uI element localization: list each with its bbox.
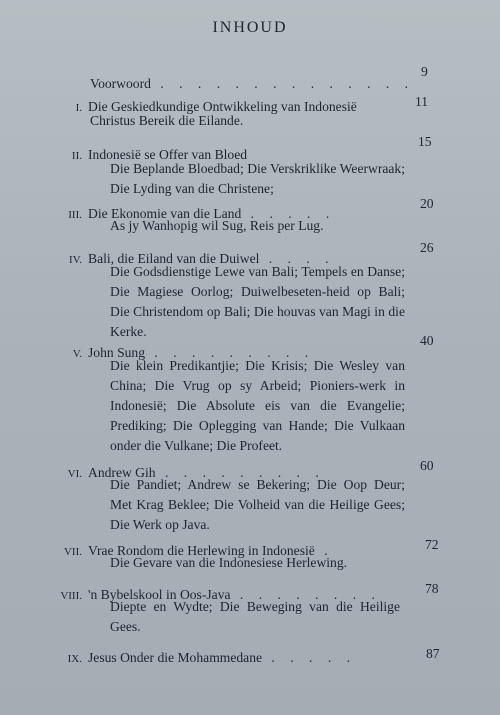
toc-entry-title: II. Indonesië se Offer van Bloed — [71, 147, 248, 162]
toc-entry-subtopics: Die Godsdienstige Lewe van Bali; Tempels en Danse; Die Magiese Oorlog; Duiwelbeseten-heid op Bali; Die Christendom op Bali; Die houvas van Magi in die Kerke. — [110, 264, 405, 339]
toc-page-number: 15 — [418, 134, 432, 149]
toc-page-number: 78 — [425, 581, 439, 596]
toc-page-number: 9 — [421, 64, 428, 79]
toc-entry-subtopics: Die Gevare van die Indonesiese Herlewing. — [110, 555, 348, 570]
toc-page-number: 72 — [425, 537, 439, 552]
toc-entry-title: VIII. 'n Bybelskool in Oos-Java . . . . . . . . — [60, 587, 381, 602]
toc-entry-subtopics: As jy Wanhopig wil Sug, Reis per Lug. — [110, 218, 324, 233]
toc-entry-title: Voorwoord . . . . . . . . . . . . . . — [90, 76, 415, 91]
toc-entry-title: III. Die Ekonomie van die Land . . . . . — [68, 206, 336, 221]
toc-entry-title: VI. Andrew Gih . . . . . . . . . — [67, 465, 325, 480]
toc-entry-title: IX. Jesus Onder die Mohammedane . . . . . — [67, 650, 357, 665]
toc-entry-subtopics: Die Beplande Bloedbad; Die Verskriklike Weerwraak; Die Lyding van die Christene; — [110, 161, 405, 196]
toc-entry-title: V. John Sung . . . . . . . . . — [72, 345, 315, 360]
toc-entry-title: I. Die Geskiedkundige Ontwikkeling van Indonesië — [75, 99, 357, 114]
toc-entry-title: VII. Vrae Rondom die Herlewing in Indonesië . — [63, 543, 334, 558]
toc-page-number: 11 — [415, 94, 429, 109]
toc-page-number: 26 — [420, 240, 434, 255]
toc-entry-subtopics: Die Pandiet; Andrew se Bekering; Die Oop Deur; Met Krag Beklee; Die Volheid van die Heilige Gees; Die Werk op Java. — [110, 477, 405, 532]
toc-page-number: 20 — [420, 196, 434, 211]
toc-entry-subtopics: Die klein Predikantjie; Die Krisis; Die Wesley van China; Die Vrug op sy Arbeid; Pioniers-werk in Indonesië; Die Absolute eis van die Evangelie; Prediking; Die Oplegging van Hande; Die Vulkaan onder die Vulkane; Die Profeet. — [110, 358, 405, 453]
toc-entry-subtopics: Christus Bereik die Eilande. — [90, 113, 244, 128]
toc-entry-subtopics: Diepte en Wydte; Die Beweging van die Heilige Gees. — [110, 599, 400, 634]
toc-page-number: 87 — [426, 646, 440, 661]
page-title: INHOUD — [212, 19, 288, 36]
toc-entry-title: IV. Bali, die Eiland van die Duiwel . . . . — [69, 251, 335, 266]
toc-page-number: 40 — [420, 333, 434, 348]
toc-page-number: 60 — [420, 458, 434, 473]
